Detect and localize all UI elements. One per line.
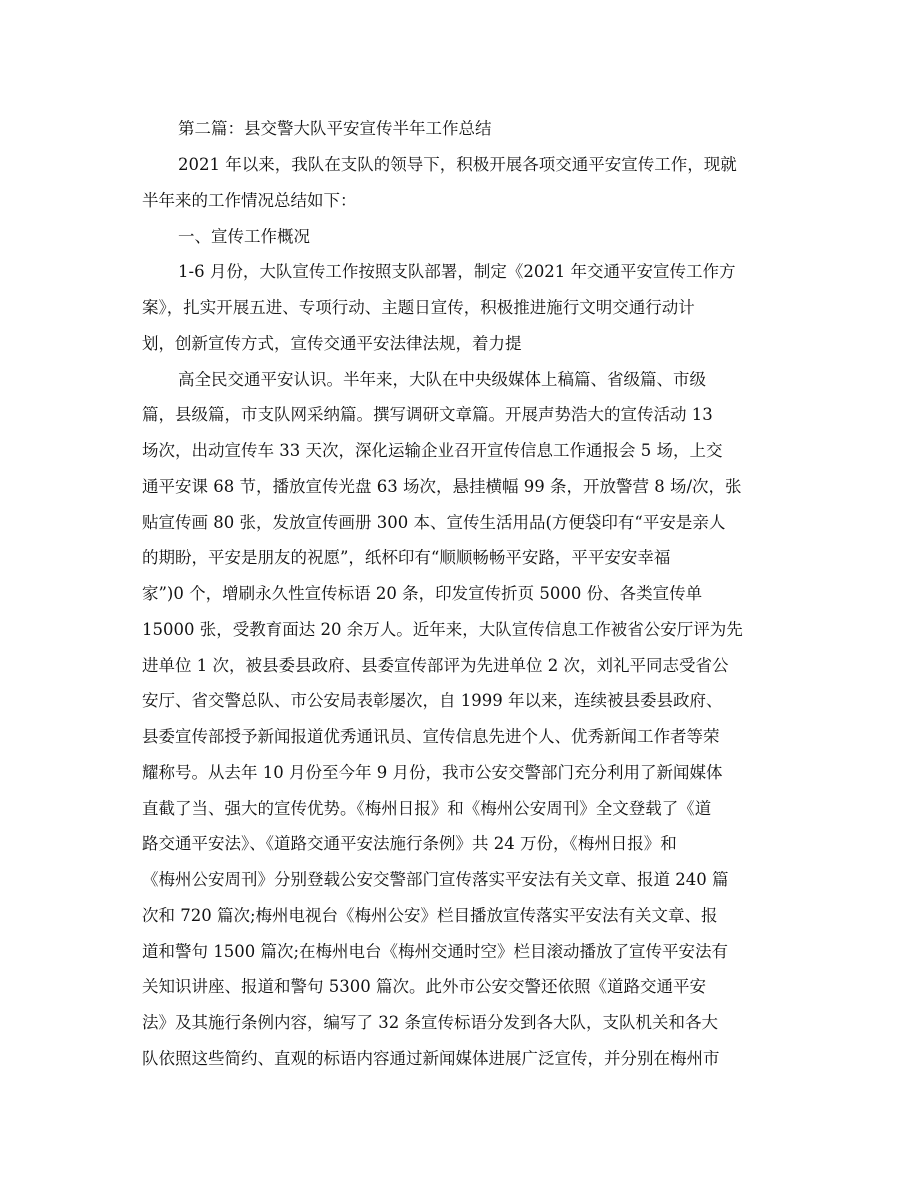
- paragraph-line: 关知识讲座、报道和警句 5300 篇次。此外市公安交警还依照《道路交通平安: [142, 977, 706, 996]
- paragraph-line: 高全民交通平安认识。半年来，大队在中央级媒体上稿篇、省级篇、市级: [178, 370, 706, 389]
- paragraph-line: 进单位 1 次，被县委县政府、县委宣传部评为先进单位 2 次，刘礼平同志受省公: [142, 656, 729, 675]
- paragraph-line: 耀称号。从去年 10 月份至今年 9 月份，我市公安交警部门充分利用了新闻媒体: [142, 763, 723, 782]
- paragraph-line: 直截了当、强大的宣传优势。《梅州日报》和《梅州公安周刊》全文登载了《道: [142, 799, 712, 818]
- paragraph-line: 案》，扎实开展五进、专项行动、主题日宣传，积极推进施行文明交通行动计: [142, 298, 695, 317]
- paragraph-line: 场次，出动宣传车 33 天次，深化运输企业召开宣传信息工作通报会 5 场，上交: [142, 441, 723, 460]
- paragraph-line: 队依照这些简约、直观的标语内容通过新闻媒体进展广泛宣传，并分别在梅州市: [142, 1049, 720, 1068]
- paragraph-line: 划，创新宣传方式，宣传交通平安法律法规，着力提: [142, 334, 522, 353]
- paragraph-line: 半年来的工作情况总结如下：: [142, 191, 357, 210]
- paragraph-line: 贴宣传画 80 张，发放宣传画册 300 本、宣传生活用品(方便袋印有“平安是亲人: [142, 513, 726, 532]
- paragraph-line: 2021 年以来，我队在支队的领导下，积极开展各项交通平安宣传工作，现就: [178, 155, 737, 174]
- section-title: 第二篇：县交警大队平安宣传半年工作总结: [178, 119, 492, 138]
- paragraph-line: 的期盼，平安是朋友的祝愿”，纸杯印有“顺顺畅畅平安路，平平安安幸福: [142, 548, 671, 567]
- subheading: 一、宣传工作概况: [178, 227, 310, 246]
- paragraph-line: 法》及其施行条例内容，编写了 32 条宣传标语分发到各大队，支队机关和各大: [142, 1013, 718, 1032]
- paragraph-line: 县委宣传部授予新闻报道优秀通讯员、宣传信息先进个人、优秀新闻工作者等荣: [142, 727, 720, 746]
- paragraph-line: 道和警句 1500 篇次;在梅州电台《梅州交通时空》栏目滚动播放了宣传平安法有: [142, 942, 729, 961]
- paragraph-line: 篇，县级篇，市支队网采纳篇。撰写调研文章篇。开展声势浩大的宣传活动 13: [142, 405, 713, 424]
- paragraph-line: 家”)0 个，增刷永久性宣传标语 20 条，印发宣传折页 5000 份、各类宣传单: [142, 584, 703, 603]
- paragraph-line: 1-6 月份，大队宣传工作按照支队部署，制定《2021 年交通平安宣传工作方: [178, 262, 736, 281]
- paragraph-line: 路交通平安法》、《道路交通平安法施行条例》共 24 万份，《梅州日报》和: [142, 834, 677, 853]
- paragraph-line: 安厅、省交警总队、市公安局表彰屡次，自 1999 年以来，连续被县委县政府、: [142, 691, 723, 710]
- paragraph-line: 次和 720 篇次;梅州电视台《梅州公安》栏目播放宣传落实平安法有关文章、报: [142, 906, 718, 925]
- paragraph-line: 通平安课 68 节，播放宣传光盘 63 场次，悬挂横幅 99 条，开放警营 8 场/次，张: [142, 477, 742, 496]
- paragraph-line: 《梅州公安周刊》分别登载公安交警部门宣传落实平安法有关文章、报道 240 篇: [142, 870, 729, 889]
- paragraph-line: 15000 张，受教育面达 20 余万人。近年来，大队宣传信息工作被省公安厅评为先: [142, 620, 743, 639]
